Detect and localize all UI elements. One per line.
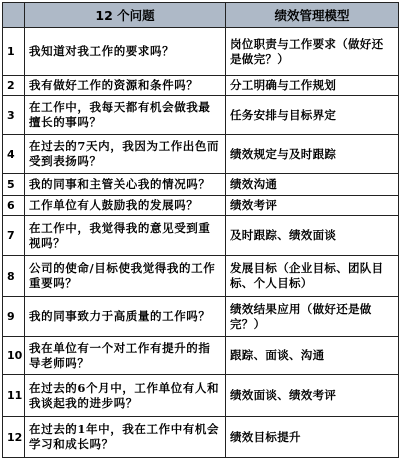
table-row <box>3 337 399 375</box>
row-number: 2 <box>3 76 25 96</box>
row-question: 我知道对我工作的要求吗？ <box>25 28 226 76</box>
row-model: 分工明确与工作规划 <box>226 76 399 96</box>
header-number <box>3 3 25 28</box>
row-question: 在过去的7天内，我因为工作出色而受到表扬吗？ <box>25 135 226 174</box>
row-question: 公司的使命/目标使我觉得我的工作重要吗？ <box>25 256 226 297</box>
row-number: 3 <box>3 96 25 135</box>
row-model: 绩效考评 <box>226 196 399 216</box>
row-question: 在过去的6个月中，工作单位有人和我谈起我的进步吗？ <box>25 375 226 417</box>
header-row <box>3 3 399 28</box>
row-model: 发展目标（企业目标、团队目标、个人目标） <box>226 256 399 297</box>
row-number: 9 <box>3 297 25 337</box>
row-model: 绩效面谈、绩效考评 <box>226 375 399 417</box>
row-model: 绩效目标提升 <box>226 417 399 458</box>
row-number: 11 <box>3 375 25 417</box>
row-question: 我有做好工作的资源和条件吗？ <box>25 76 226 96</box>
table-row <box>3 135 399 174</box>
row-question: 在过去的1年中，我在工作中有机会学习和成长吗？ <box>25 417 226 458</box>
row-number: 10 <box>3 337 25 375</box>
row-model: 岗位职责与工作要求（做好还是做完？） <box>226 28 399 76</box>
row-number: 5 <box>3 174 25 196</box>
table-row <box>3 96 399 135</box>
row-model: 及时跟踪、绩效面谈 <box>226 216 399 256</box>
table-row <box>3 297 399 337</box>
row-number: 8 <box>3 256 25 297</box>
row-question: 工作单位有人鼓励我的发展吗？ <box>25 196 226 216</box>
table-row <box>3 375 399 417</box>
row-model: 跟踪、面谈、沟通 <box>226 337 399 375</box>
row-number: 7 <box>3 216 25 256</box>
row-number: 4 <box>3 135 25 174</box>
row-question: 在工作中，我每天都有机会做我最擅长的事吗？ <box>25 96 226 135</box>
table-row <box>3 256 399 297</box>
table-row <box>3 196 399 216</box>
table-row <box>3 28 399 76</box>
row-number: 1 <box>3 28 25 76</box>
row-model: 绩效沟通 <box>226 174 399 196</box>
row-number: 12 <box>3 417 25 458</box>
row-question: 我的同事和主管关心我的情况吗？ <box>25 174 226 196</box>
header-question: 12 个问题 <box>25 3 226 28</box>
row-model: 任务安排与目标界定 <box>226 96 399 135</box>
table-row <box>3 76 399 96</box>
table-row <box>3 417 399 458</box>
row-model: 绩效结果应用（做好还是做完？） <box>226 297 399 337</box>
questions-table <box>2 2 399 458</box>
table-row <box>3 174 399 196</box>
row-model: 绩效规定与及时跟踪 <box>226 135 399 174</box>
row-question: 我在单位有一个对工作有提升的指导老师吗？ <box>25 337 226 375</box>
row-number: 6 <box>3 196 25 216</box>
header-model: 绩效管理模型 <box>226 3 399 28</box>
row-question: 在工作中，我觉得我的意见受到重视吗？ <box>25 216 226 256</box>
row-question: 我的同事致力于高质量的工作吗？ <box>25 297 226 337</box>
table-row <box>3 216 399 256</box>
